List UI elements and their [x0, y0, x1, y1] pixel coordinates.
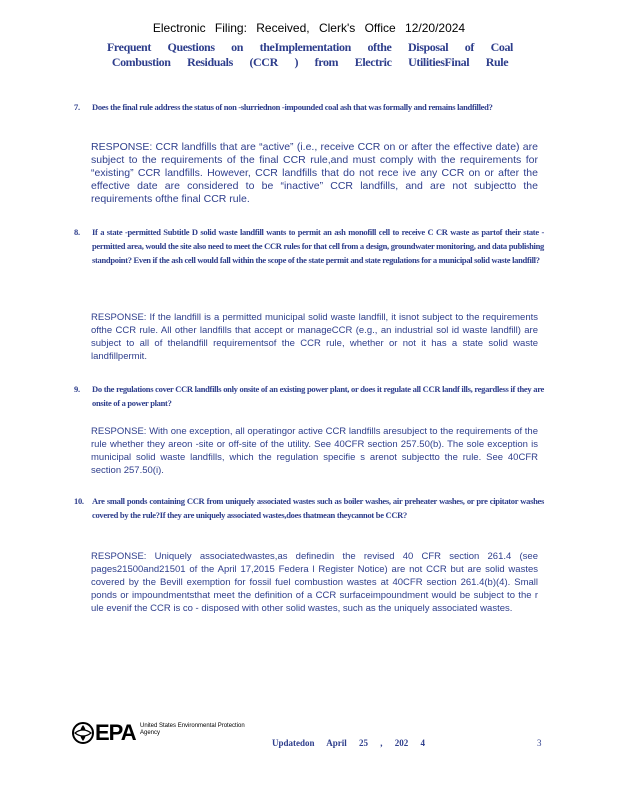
- updated-date: Updatedon April 25 , 202 4: [272, 738, 426, 748]
- question-text: Does the final rule address the status of non -slurriednon -impounded coal ash that was formally and remains landfilled?: [92, 102, 493, 112]
- page-number: 3: [537, 738, 542, 748]
- question-number: 8.: [74, 227, 80, 237]
- question-number: 10.: [74, 496, 84, 506]
- question-10: [74, 494, 544, 522]
- question-number: 7.: [74, 102, 80, 112]
- filing-stamp: Electronic Filing: Received, Clerk's Office 12/20/2024: [152, 21, 466, 35]
- epa-logo-text: EPA: [95, 720, 136, 745]
- response-10: RESPONSE: Uniquely associatedwastes,as definedin the revised 40 CFR section 261.4 (see pages21500and21501 of the April 17,2015 Federa l Register Notice) are not CCR but are solid wastes covered by the Bevill exemption for fossil fuel combustion wastes at 40CFR section 261.4(b)(4). Small ponds or impoundmentsthat meet the definition of a CCR surfaceimpoundment would be subject to the r ule evenif the CCR is co - disposed with other solid wastes, such as the uniquely associated wastes.: [91, 551, 538, 614]
- response-7: RESPONSE: CCR landfills that are “active” (i.e., receive CCR on or after the effective date) are subject to the requirements of the final CCR rule,and must comply with the requirements for “existing” CCR landfills. However, CCR landfills that do not rece ive any CCR on or after the effective date are considered to be “inactive” CCR landfills, and are not subjectto the requirements ofthe final CCR rule.: [91, 141, 538, 205]
- question-text: If a state -permitted Subtitle D solid waste landfill wants to permit an ash monofill cell to receive C CR waste as partof their state -permitted area, would the site also need to meet the CCR rules for that cell from a design, groundwater monitoring, and data publishing standpoint? Even if the ash cell would fall within the scope of the state permit and state regulations for a municipal solid waste landfill?: [92, 227, 544, 265]
- question-text: Do the regulations cover CCR landfills only onsite of an existing power plant, or does it regulate all CCR landf ills, regardless if they are onsite of a power plant?: [92, 384, 544, 408]
- question-number: 9.: [74, 384, 80, 394]
- agency-name: United States Environmental Protection Agency: [140, 723, 245, 736]
- epa-logo: [72, 718, 252, 748]
- response-9: RESPONSE: With one exception, all operatingor active CCR landfills aresubject to the requirements of the rule whether they areon -site or off-site of the utility. See 40CFR section 257.50(b). The sole exception is municipal solid waste landfills, which the regulation specifie s arenot subjectto the rule. See 40CFR section 257.50(i).: [91, 426, 538, 476]
- response-8: RESPONSE: If the landfill is a permitted municipal solid waste landfill, it isnot subject to the requirements ofthe CCR rule. All other landfills that accept or manageCCR (e.g., an industrial sol id waste landfill) are subject to all of thelandfill requirementsof the CCR rule, whether or not it has a state solid waste landfillpermit.: [91, 312, 538, 362]
- question-9: [74, 382, 544, 410]
- question-7: [74, 100, 544, 114]
- question-8: [74, 225, 544, 267]
- question-text: Are small ponds containing CCR from uniquely associated wastes such as boiler washes, air preheater washes, or pre cipitator washes covered by the rule?If they are uniquely associated wastes,does thatmean theycannot be CCR?: [92, 496, 544, 520]
- document-title-line-1: Frequent Questions on theImplementation ofthe Disposal of Coal: [107, 40, 513, 54]
- epa-flower-icon: [72, 722, 94, 744]
- document-title-line-2: Combustion Residuals (CCR ) from Electric UtilitiesFinal Rule: [111, 55, 509, 69]
